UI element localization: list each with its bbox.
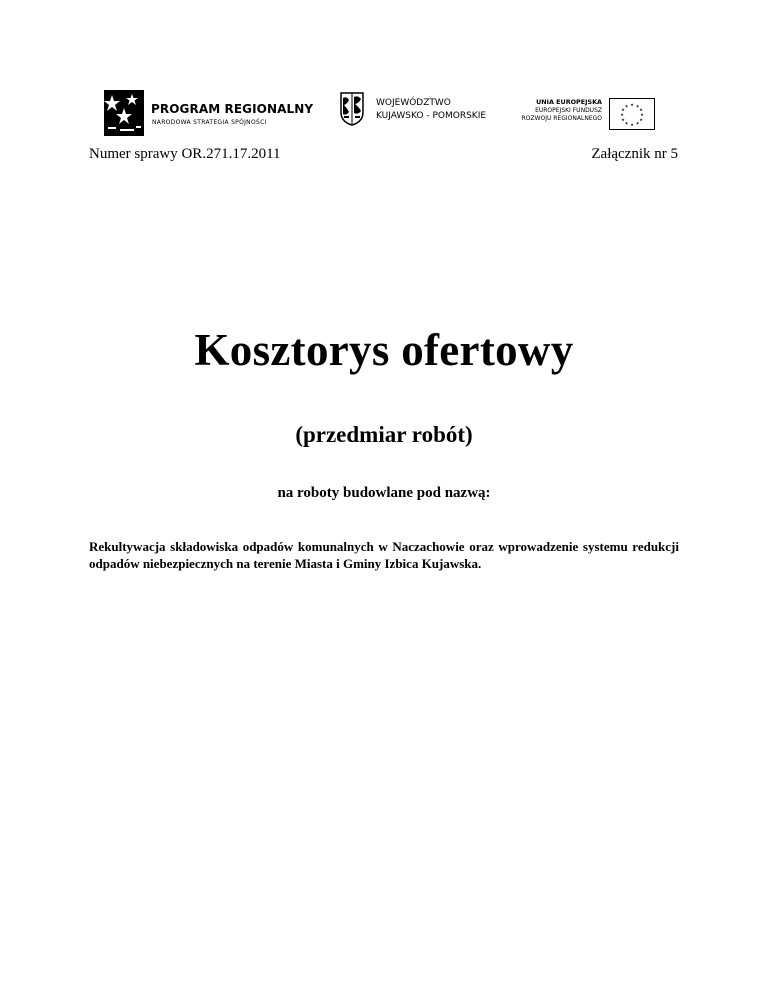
svg-text:★: ★ <box>621 107 625 112</box>
svg-text:★: ★ <box>620 112 624 117</box>
logo-header <box>100 88 660 138</box>
voivodeship-logo-line1: WOJEWÓDZTWO <box>376 98 451 108</box>
svg-text:★: ★ <box>624 120 629 126</box>
program-logo-subtitle: NARODOWA STRATEGIA SPÓJNOŚCI <box>152 119 267 126</box>
document-title: Kosztorys ofertowy <box>194 325 574 375</box>
eu-flag-icon <box>609 98 655 130</box>
attachment-label: Załącznik nr 5 <box>591 146 678 162</box>
svg-text:★: ★ <box>635 120 640 126</box>
eu-logo-texts <box>522 98 602 123</box>
project-description: Rekultywacja składowiska odpadów komunalnych w Naczachowie oraz wprowadzenie systemu redukcji odpadów niebezpiecznych na terenie Miasta i Gminy Izbica Kujawska. <box>89 539 679 571</box>
document-lead: na roboty budowlane pod nazwą: <box>277 485 491 501</box>
svg-text:★: ★ <box>640 112 644 117</box>
svg-text:★: ★ <box>639 117 643 122</box>
svg-text:★: ★ <box>639 107 643 112</box>
svg-text:★: ★ <box>630 102 634 107</box>
svg-text:★: ★ <box>630 122 634 127</box>
program-regionalny-mark-icon <box>104 90 144 136</box>
voivodeship-logo-line2: KUJAWSKO - POMORSKIE <box>376 111 487 121</box>
svg-text:★: ★ <box>624 103 629 109</box>
svg-text:★: ★ <box>621 117 625 122</box>
program-logo-title: PROGRAM REGIONALNY <box>151 102 314 116</box>
svg-text:★: ★ <box>635 103 640 109</box>
eu-logo-line2: EUROPEJSKI FUNDUSZ <box>535 107 602 114</box>
eu-logo-line1: UNIA EUROPEJSKA <box>536 98 602 106</box>
voivodeship-logo <box>340 92 500 132</box>
program-regionalny-logo <box>100 88 320 138</box>
case-number: Numer sprawy OR.271.17.2011 <box>89 146 281 162</box>
document-subtitle: (przedmiar robót) <box>295 422 473 447</box>
eu-logo-line3: ROZWOJU REGIONALNEGO <box>521 115 602 122</box>
coat-of-arms-icon <box>340 92 364 126</box>
eu-logo <box>510 98 660 134</box>
